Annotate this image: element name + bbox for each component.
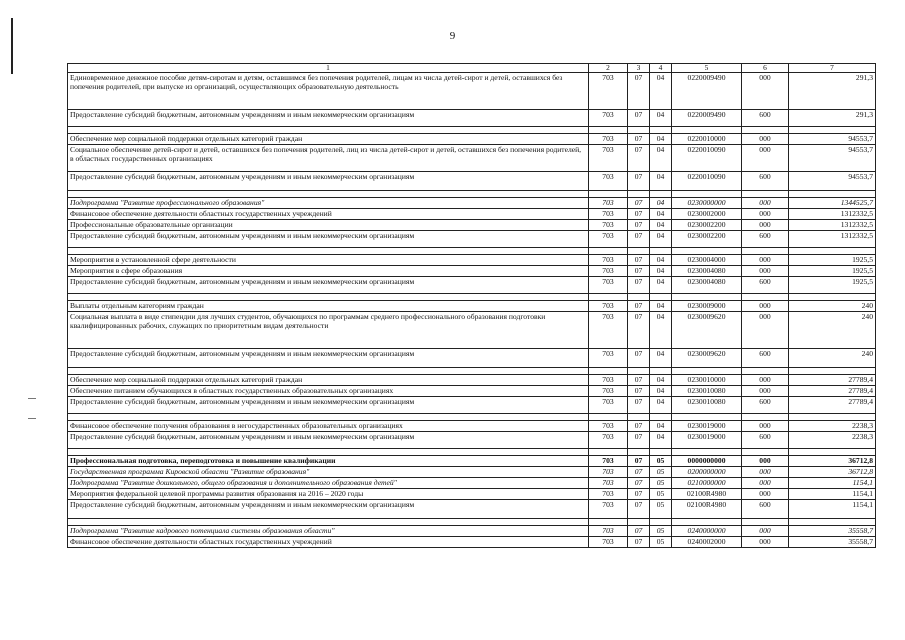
amount-cell: 94553,7 — [789, 145, 876, 172]
table-row — [68, 231, 876, 248]
target-article-code: 0200000000 — [672, 467, 742, 478]
spacer-cell — [68, 368, 589, 375]
target-article-code: 0230004080 — [672, 266, 742, 277]
table-row — [68, 526, 876, 537]
spacer-cell — [672, 449, 742, 456]
row-label: Подпрограмма "Развитие кадрового потенциала системы образования области" — [68, 526, 589, 537]
spacer-cell — [589, 191, 628, 198]
spacer-cell — [789, 127, 876, 134]
chapter-code: 703 — [589, 537, 628, 548]
table-body — [68, 73, 876, 548]
subsection-code: 04 — [650, 421, 672, 432]
row-label: Предоставление субсидий бюджетным, автономным учреждениям и иным некоммерческим организациям — [68, 500, 589, 519]
target-article-code: 0000000000 — [672, 456, 742, 467]
table-row — [68, 145, 876, 172]
spacer-row — [68, 248, 876, 255]
table-row — [68, 432, 876, 449]
section-code: 07 — [628, 375, 650, 386]
spacer-cell — [742, 248, 789, 255]
chapter-code: 703 — [589, 220, 628, 231]
section-code: 07 — [628, 145, 650, 172]
subsection-code: 04 — [650, 266, 672, 277]
spacer-cell — [628, 127, 650, 134]
budget-table — [67, 63, 876, 548]
spacer-row — [68, 294, 876, 301]
subsection-code: 04 — [650, 255, 672, 266]
spacer-cell — [650, 127, 672, 134]
amount-cell: 35558,7 — [789, 537, 876, 548]
amount-cell: 1312332,5 — [789, 231, 876, 248]
row-label: Предоставление субсидий бюджетным, автономным учреждениям и иным некоммерческим организациям — [68, 110, 589, 127]
target-article-code: 0220010090 — [672, 172, 742, 191]
target-article-code: 0230010080 — [672, 386, 742, 397]
row-label: Мероприятия в установленной сфере деятельности — [68, 255, 589, 266]
spacer-cell — [650, 449, 672, 456]
spacer-cell — [789, 248, 876, 255]
target-article-code: 0240002000 — [672, 537, 742, 548]
section-code: 07 — [628, 301, 650, 312]
column-header: 2 — [589, 64, 628, 73]
amount-cell: 94553,7 — [789, 172, 876, 191]
target-article-code: 0230019000 — [672, 432, 742, 449]
subsection-code: 04 — [650, 397, 672, 414]
spacer-cell — [650, 368, 672, 375]
spacer-cell — [789, 449, 876, 456]
spacer-cell — [789, 519, 876, 526]
target-article-code: 02100R4980 — [672, 500, 742, 519]
spacer-row — [68, 368, 876, 375]
spacer-cell — [789, 191, 876, 198]
amount-cell: 240 — [789, 312, 876, 349]
spacer-cell — [628, 294, 650, 301]
spacer-cell — [650, 294, 672, 301]
subsection-code: 04 — [650, 301, 672, 312]
section-code: 07 — [628, 526, 650, 537]
chapter-code: 703 — [589, 73, 628, 110]
target-article-code: 0230019000 — [672, 421, 742, 432]
table-header-row — [68, 64, 876, 73]
chapter-code: 703 — [589, 375, 628, 386]
section-code: 07 — [628, 220, 650, 231]
scan-margin-bar — [11, 18, 13, 74]
subsection-code: 04 — [650, 231, 672, 248]
row-label: Финансовое обеспечение деятельности областных государственных учреждений — [68, 209, 589, 220]
row-label: Мероприятия федеральной целевой программы развития образования на 2016 – 2020 годы — [68, 489, 589, 500]
chapter-code: 703 — [589, 277, 628, 294]
section-code: 07 — [628, 489, 650, 500]
subsection-code: 05 — [650, 489, 672, 500]
spacer-cell — [589, 368, 628, 375]
column-header: 3 — [628, 64, 650, 73]
subsection-code: 05 — [650, 500, 672, 519]
column-header: 5 — [672, 64, 742, 73]
expense-type-code: 600 — [742, 432, 789, 449]
subsection-code: 05 — [650, 467, 672, 478]
row-label: Финансовое обеспечение деятельности областных государственных учреждений — [68, 537, 589, 548]
amount-cell: 1154,1 — [789, 500, 876, 519]
amount-cell: 36712,8 — [789, 467, 876, 478]
row-label: Обеспечение мер социальной поддержки отдельных категорий граждан — [68, 134, 589, 145]
section-code: 07 — [628, 110, 650, 127]
row-label: Подпрограмма "Развитие профессионального образования" — [68, 198, 589, 209]
spacer-cell — [650, 248, 672, 255]
section-code: 07 — [628, 172, 650, 191]
section-code: 07 — [628, 277, 650, 294]
target-article-code: 0230004000 — [672, 255, 742, 266]
expense-type-code: 600 — [742, 277, 789, 294]
table-row — [68, 386, 876, 397]
spacer-cell — [589, 127, 628, 134]
chapter-code: 703 — [589, 110, 628, 127]
chapter-code: 703 — [589, 467, 628, 478]
target-article-code: 0230010080 — [672, 397, 742, 414]
row-label: Социальное обеспечение детей-сирот и детей, оставшихся без попечения родителей, лиц из числа детей-сирот и детей, оставшихся без попечения родителей, в областных государственных организациях — [68, 145, 589, 172]
section-code: 07 — [628, 386, 650, 397]
expense-type-code: 000 — [742, 456, 789, 467]
subsection-code: 04 — [650, 312, 672, 349]
spacer-cell — [68, 414, 589, 421]
table-row — [68, 375, 876, 386]
section-code: 07 — [628, 312, 650, 349]
amount-cell: 2238,3 — [789, 421, 876, 432]
table-row — [68, 277, 876, 294]
subsection-code: 04 — [650, 375, 672, 386]
table-row — [68, 255, 876, 266]
spacer-cell — [589, 248, 628, 255]
section-code: 07 — [628, 456, 650, 467]
table-row — [68, 421, 876, 432]
row-label: Профессиональная подготовка, переподготовка и повышение квалификации — [68, 456, 589, 467]
section-code: 07 — [628, 134, 650, 145]
expense-type-code: 600 — [742, 172, 789, 191]
section-code: 07 — [628, 255, 650, 266]
table-row — [68, 478, 876, 489]
spacer-cell — [672, 368, 742, 375]
spacer-cell — [672, 294, 742, 301]
chapter-code: 703 — [589, 301, 628, 312]
table-row — [68, 198, 876, 209]
subsection-code: 04 — [650, 73, 672, 110]
table-row — [68, 266, 876, 277]
spacer-cell — [672, 127, 742, 134]
chapter-code: 703 — [589, 432, 628, 449]
scan-margin-mark — [28, 398, 36, 399]
spacer-cell — [742, 294, 789, 301]
chapter-code: 703 — [589, 255, 628, 266]
expense-type-code: 000 — [742, 220, 789, 231]
chapter-code: 703 — [589, 489, 628, 500]
spacer-cell — [628, 191, 650, 198]
spacer-cell — [742, 449, 789, 456]
chapter-code: 703 — [589, 312, 628, 349]
spacer-cell — [628, 519, 650, 526]
subsection-code: 04 — [650, 349, 672, 368]
expense-type-code: 000 — [742, 386, 789, 397]
table-row — [68, 134, 876, 145]
expense-type-code: 000 — [742, 134, 789, 145]
chapter-code: 703 — [589, 172, 628, 191]
subsection-code: 04 — [650, 198, 672, 209]
table-row — [68, 537, 876, 548]
expense-type-code: 000 — [742, 526, 789, 537]
row-label: Предоставление субсидий бюджетным, автономным учреждениям и иным некоммерческим организациям — [68, 432, 589, 449]
table-row — [68, 467, 876, 478]
target-article-code: 0220010000 — [672, 134, 742, 145]
section-code: 07 — [628, 432, 650, 449]
table-row — [68, 312, 876, 349]
spacer-row — [68, 414, 876, 421]
chapter-code: 703 — [589, 209, 628, 220]
spacer-cell — [589, 294, 628, 301]
expense-type-code: 000 — [742, 478, 789, 489]
table-row — [68, 500, 876, 519]
subsection-code: 04 — [650, 386, 672, 397]
row-label: Единовременное денежное пособие детям-сиротам и детям, оставшимся без попечения родителей, лицам из числа детей-сирот и детей, оставшихся без попечения родителей, при выпуске из организаций, осуществляющих образовательную деятельность — [68, 73, 589, 110]
spacer-cell — [589, 449, 628, 456]
spacer-row — [68, 191, 876, 198]
chapter-code: 703 — [589, 145, 628, 172]
chapter-code: 703 — [589, 266, 628, 277]
target-article-code: 0230009620 — [672, 312, 742, 349]
spacer-cell — [68, 191, 589, 198]
row-label: Подпрограмма "Развитие дошкольного, общего образования и дополнительного образования детей" — [68, 478, 589, 489]
spacer-cell — [672, 248, 742, 255]
expense-type-code: 600 — [742, 349, 789, 368]
expense-type-code: 000 — [742, 73, 789, 110]
amount-cell: 1344525,7 — [789, 198, 876, 209]
subsection-code: 04 — [650, 134, 672, 145]
expense-type-code: 000 — [742, 209, 789, 220]
target-article-code: 02100R4980 — [672, 489, 742, 500]
expense-type-code: 600 — [742, 110, 789, 127]
expense-type-code: 000 — [742, 266, 789, 277]
chapter-code: 703 — [589, 134, 628, 145]
expense-type-code: 000 — [742, 145, 789, 172]
spacer-cell — [742, 191, 789, 198]
row-label: Государственная программа Кировской области "Развитие образования" — [68, 467, 589, 478]
expense-type-code: 000 — [742, 301, 789, 312]
expense-type-code: 000 — [742, 312, 789, 349]
spacer-cell — [789, 414, 876, 421]
subsection-code: 04 — [650, 220, 672, 231]
column-header: 7 — [789, 64, 876, 73]
target-article-code: 0240000000 — [672, 526, 742, 537]
column-header: 4 — [650, 64, 672, 73]
amount-cell: 1154,1 — [789, 489, 876, 500]
section-code: 07 — [628, 198, 650, 209]
target-article-code: 0230002200 — [672, 220, 742, 231]
row-label: Обеспечение питанием обучающихся в областных государственных образовательных организациях — [68, 386, 589, 397]
subsection-code: 05 — [650, 456, 672, 467]
row-label: Предоставление субсидий бюджетным, автономным учреждениям и иным некоммерческим организациям — [68, 277, 589, 294]
table-row — [68, 301, 876, 312]
table-row — [68, 489, 876, 500]
table-row — [68, 73, 876, 110]
spacer-cell — [650, 191, 672, 198]
spacer-cell — [742, 127, 789, 134]
spacer-cell — [628, 414, 650, 421]
amount-cell: 1312332,5 — [789, 220, 876, 231]
row-label: Предоставление субсидий бюджетным, автономным учреждениям и иным некоммерческим организациям — [68, 349, 589, 368]
row-label: Предоставление субсидий бюджетным, автономным учреждениям и иным некоммерческим организациям — [68, 172, 589, 191]
target-article-code: 0220010090 — [672, 145, 742, 172]
section-code: 07 — [628, 467, 650, 478]
chapter-code: 703 — [589, 349, 628, 368]
target-article-code: 0230009000 — [672, 301, 742, 312]
section-code: 07 — [628, 397, 650, 414]
subsection-code: 04 — [650, 110, 672, 127]
section-code: 07 — [628, 209, 650, 220]
expense-type-code: 600 — [742, 500, 789, 519]
amount-cell: 240 — [789, 349, 876, 368]
chapter-code: 703 — [589, 386, 628, 397]
expense-type-code: 000 — [742, 537, 789, 548]
subsection-code: 05 — [650, 537, 672, 548]
column-header: 6 — [742, 64, 789, 73]
expense-type-code: 000 — [742, 198, 789, 209]
row-label: Предоставление субсидий бюджетным, автономным учреждениям и иным некоммерческим организациям — [68, 231, 589, 248]
amount-cell: 2238,3 — [789, 432, 876, 449]
row-label: Профессиональные образовательные организации — [68, 220, 589, 231]
spacer-cell — [672, 191, 742, 198]
section-code: 07 — [628, 478, 650, 489]
page-number: 9 — [449, 30, 456, 42]
subsection-code: 04 — [650, 209, 672, 220]
chapter-code: 703 — [589, 456, 628, 467]
expense-type-code: 000 — [742, 255, 789, 266]
table-row — [68, 209, 876, 220]
spacer-cell — [742, 519, 789, 526]
table-row — [68, 172, 876, 191]
spacer-cell — [589, 414, 628, 421]
amount-cell: 1925,5 — [789, 266, 876, 277]
table-row — [68, 397, 876, 414]
amount-cell: 27789,4 — [789, 375, 876, 386]
row-label: Социальная выплата в виде стипендии для лучших студентов, обучающихся по программам среднего профессионального образования подготовки квалифицированных рабочих, служащих по приоритетным видам деятельности — [68, 312, 589, 349]
expense-type-code: 600 — [742, 231, 789, 248]
spacer-cell — [628, 248, 650, 255]
section-code: 07 — [628, 500, 650, 519]
amount-cell: 36712,8 — [789, 456, 876, 467]
chapter-code: 703 — [589, 198, 628, 209]
amount-cell: 291,3 — [789, 73, 876, 110]
amount-cell: 94553,7 — [789, 134, 876, 145]
spacer-cell — [650, 414, 672, 421]
spacer-cell — [742, 368, 789, 375]
target-article-code: 0230000000 — [672, 198, 742, 209]
expense-type-code: 000 — [742, 421, 789, 432]
target-article-code: 0230010000 — [672, 375, 742, 386]
spacer-cell — [650, 519, 672, 526]
target-article-code: 0210000000 — [672, 478, 742, 489]
target-article-code: 0230004080 — [672, 277, 742, 294]
spacer-cell — [628, 368, 650, 375]
subsection-code: 05 — [650, 478, 672, 489]
target-article-code: 0220009490 — [672, 110, 742, 127]
column-header: 1 — [68, 64, 589, 73]
subsection-code: 04 — [650, 172, 672, 191]
chapter-code: 703 — [589, 526, 628, 537]
section-code: 07 — [628, 537, 650, 548]
amount-cell: 291,3 — [789, 110, 876, 127]
spacer-row — [68, 449, 876, 456]
spacer-cell — [68, 127, 589, 134]
section-code: 07 — [628, 73, 650, 110]
row-label: Обеспечение мер социальной поддержки отдельных категорий граждан — [68, 375, 589, 386]
amount-cell: 1312332,5 — [789, 209, 876, 220]
subsection-code: 04 — [650, 432, 672, 449]
spacer-cell — [789, 368, 876, 375]
amount-cell: 27789,4 — [789, 397, 876, 414]
amount-cell: 240 — [789, 301, 876, 312]
amount-cell: 1925,5 — [789, 255, 876, 266]
spacer-row — [68, 519, 876, 526]
chapter-code: 703 — [589, 421, 628, 432]
amount-cell: 35558,7 — [789, 526, 876, 537]
spacer-cell — [742, 414, 789, 421]
table-row — [68, 349, 876, 368]
target-article-code: 0230002000 — [672, 209, 742, 220]
spacer-row — [68, 127, 876, 134]
target-article-code: 0220009490 — [672, 73, 742, 110]
chapter-code: 703 — [589, 231, 628, 248]
amount-cell: 1925,5 — [789, 277, 876, 294]
table-row — [68, 110, 876, 127]
row-label: Выплаты отдельным категориям граждан — [68, 301, 589, 312]
expense-type-code: 000 — [742, 375, 789, 386]
amount-cell: 1154,1 — [789, 478, 876, 489]
spacer-cell — [68, 519, 589, 526]
section-code: 07 — [628, 421, 650, 432]
row-label: Финансовое обеспечение получения образования в негосударственных образовательных организациях — [68, 421, 589, 432]
target-article-code: 0230009620 — [672, 349, 742, 368]
row-label: Предоставление субсидий бюджетным, автономным учреждениям и иным некоммерческим организациям — [68, 397, 589, 414]
expense-type-code: 600 — [742, 397, 789, 414]
chapter-code: 703 — [589, 500, 628, 519]
subsection-code: 05 — [650, 526, 672, 537]
table-row — [68, 220, 876, 231]
spacer-cell — [672, 519, 742, 526]
section-code: 07 — [628, 349, 650, 368]
spacer-cell — [68, 449, 589, 456]
section-code: 07 — [628, 266, 650, 277]
spacer-cell — [672, 414, 742, 421]
subsection-code: 04 — [650, 277, 672, 294]
scan-margin-mark — [28, 418, 36, 419]
subsection-code: 04 — [650, 145, 672, 172]
spacer-cell — [68, 248, 589, 255]
section-code: 07 — [628, 231, 650, 248]
spacer-cell — [68, 294, 589, 301]
spacer-cell — [628, 449, 650, 456]
spacer-cell — [589, 519, 628, 526]
expense-type-code: 000 — [742, 489, 789, 500]
chapter-code: 703 — [589, 397, 628, 414]
spacer-cell — [789, 294, 876, 301]
amount-cell: 27789,4 — [789, 386, 876, 397]
row-label: Мероприятия в сфере образования — [68, 266, 589, 277]
table-row — [68, 456, 876, 467]
target-article-code: 0230002200 — [672, 231, 742, 248]
chapter-code: 703 — [589, 478, 628, 489]
expense-type-code: 000 — [742, 467, 789, 478]
